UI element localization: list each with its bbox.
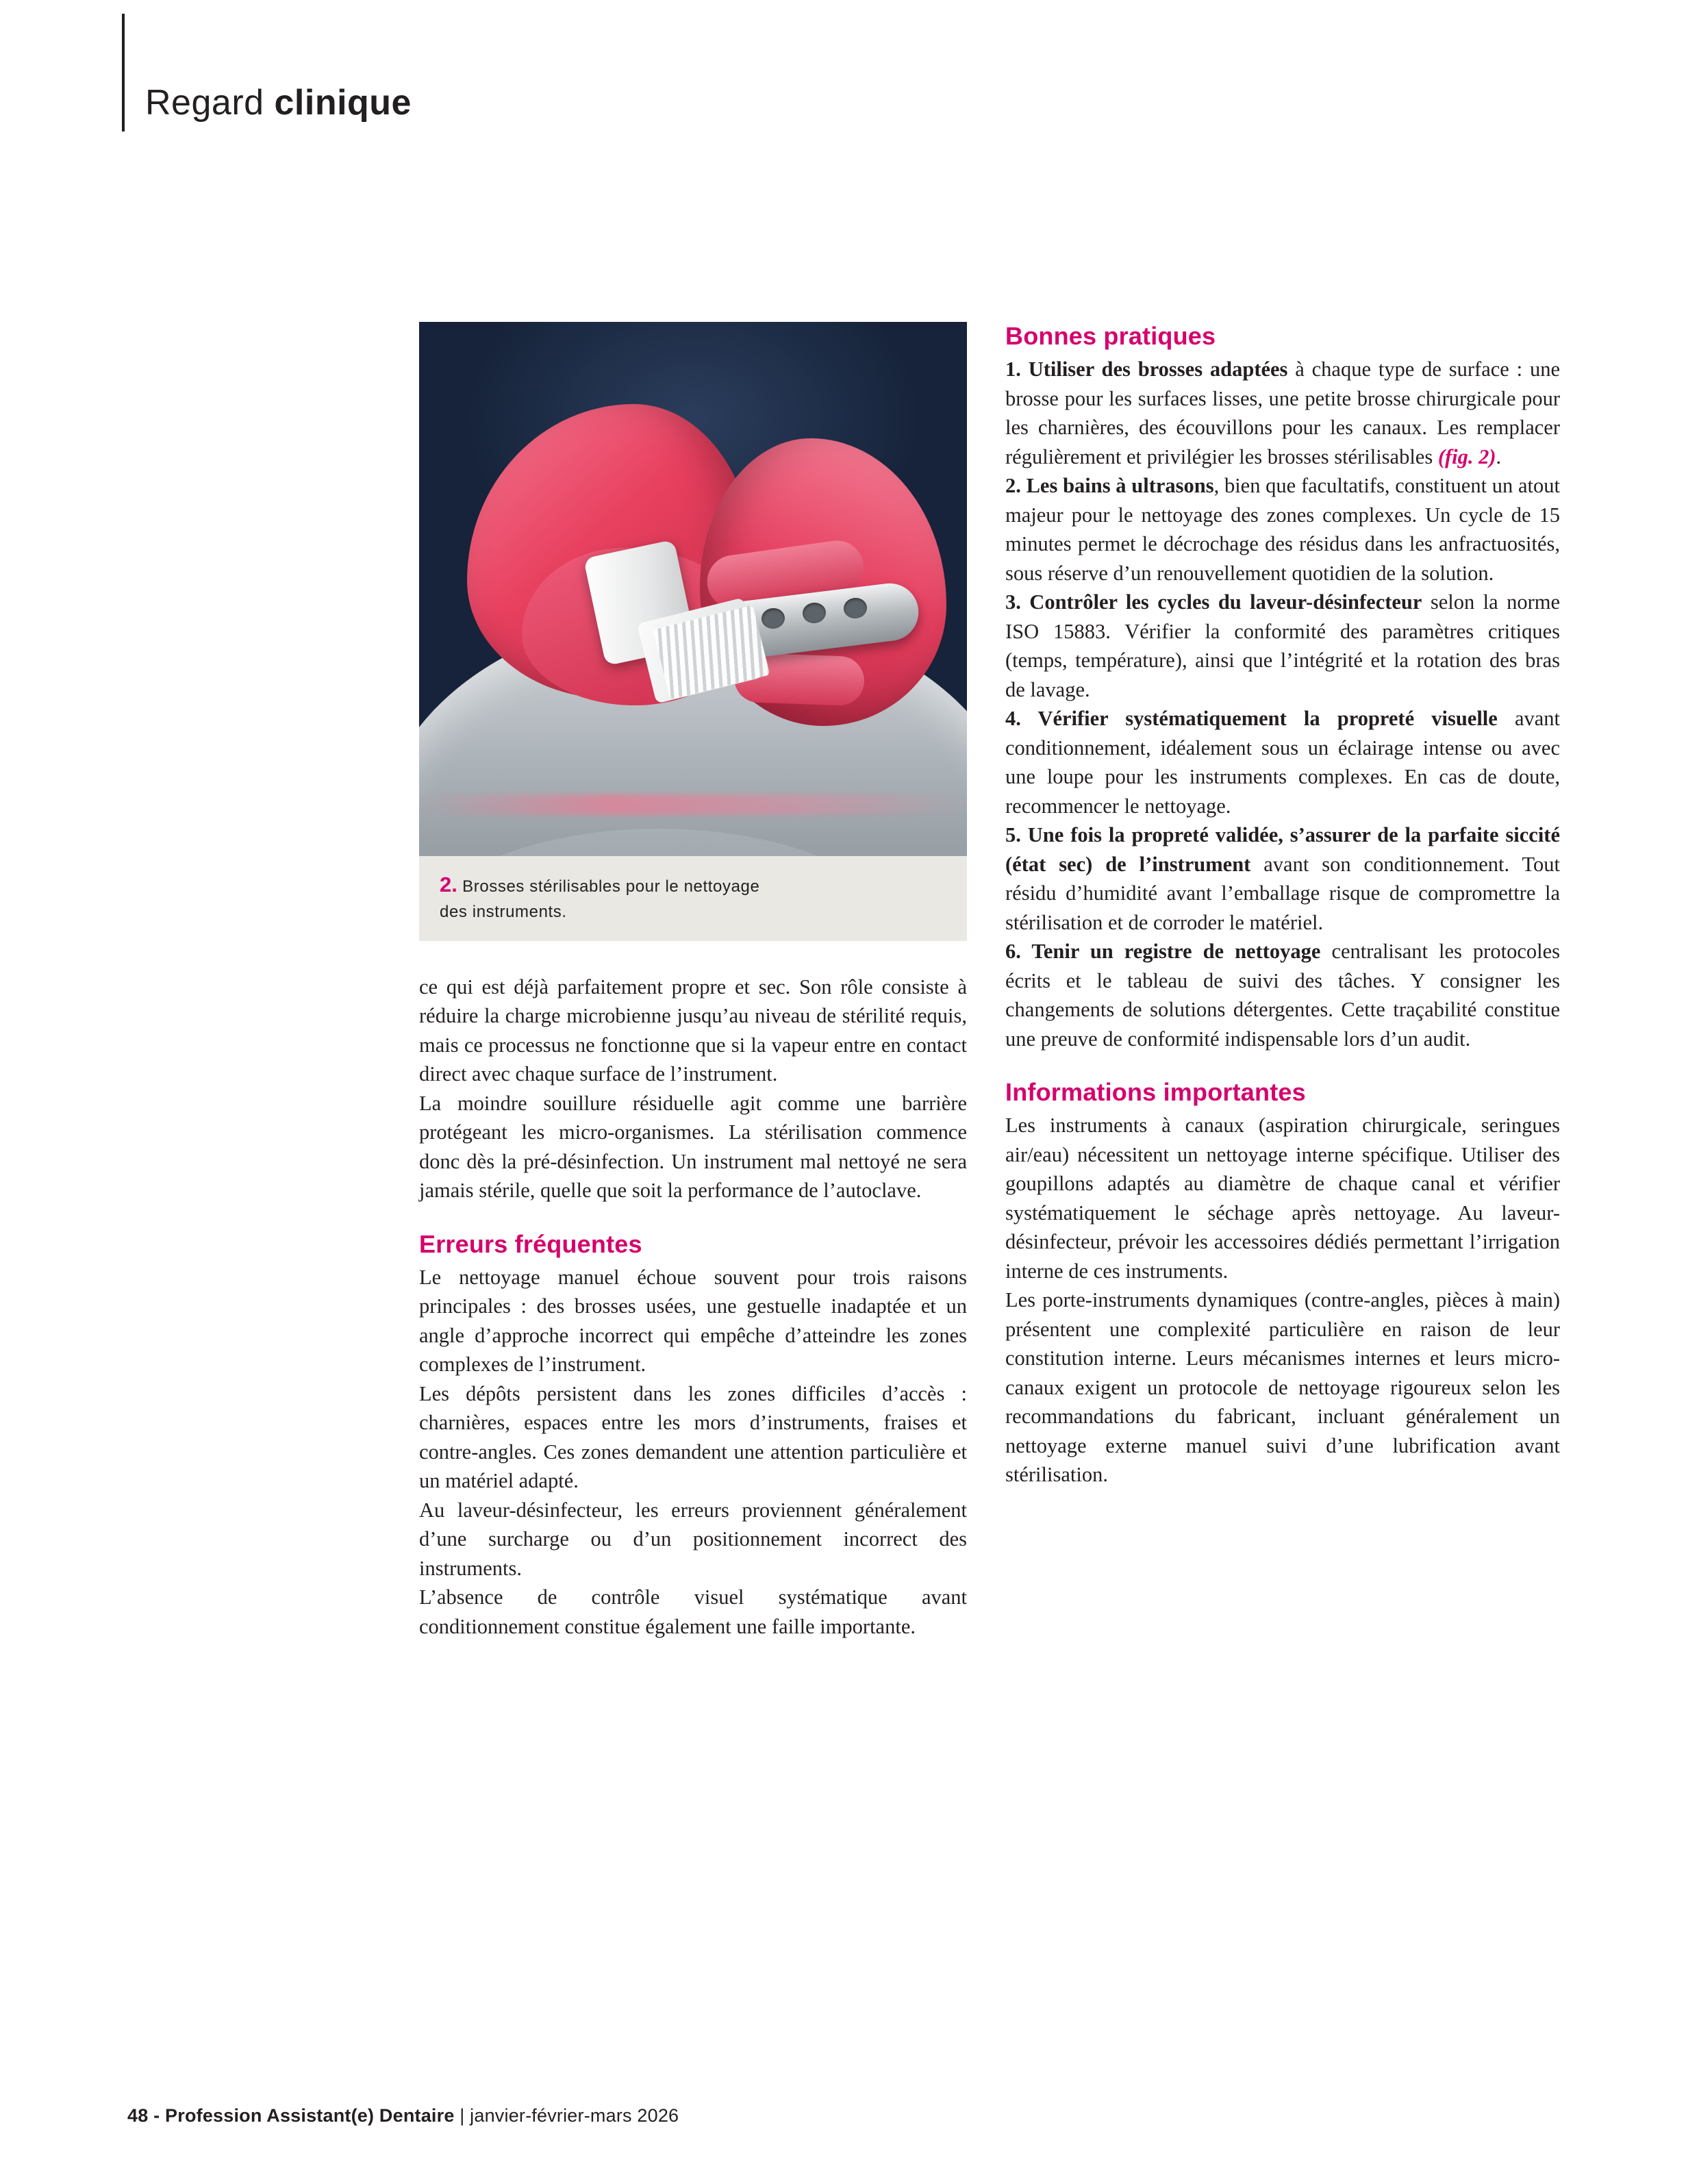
photo-sink-inner bbox=[419, 829, 912, 856]
bonnes-pratiques-list bbox=[1005, 355, 1560, 1053]
errors-paragraph-3: Au laveur-désinfecteur, les erreurs proviennent généralement d’une surcharge ou d’un positionnement incorrect des instruments. bbox=[419, 1498, 967, 1580]
practice-item-1 bbox=[1005, 355, 1560, 471]
page-title bbox=[145, 82, 412, 123]
spacer-before-errors bbox=[419, 1205, 967, 1230]
practice-item-4-lead: 4. Vérifier systématiquement la propreté visuelle bbox=[1005, 707, 1498, 730]
figure-2-photo bbox=[419, 322, 967, 856]
practice-item-1-text: à chaque type de surface : une brosse pour les surfaces lisses, une petite brosse chirurgicale pour les charnières, des écouvillons pour les canaux. Les remplacer régulièrement et privilégier les brosses stérilisables bbox=[1005, 357, 1560, 468]
figure-2-caption-line-2: des instruments. bbox=[440, 902, 567, 921]
spacer-after-figure bbox=[419, 941, 967, 972]
practice-item-4 bbox=[1005, 704, 1560, 820]
page-title-regular: Regard bbox=[145, 83, 275, 123]
figure-2-number: 2. bbox=[440, 873, 457, 896]
paragraph-intro: ce qui est déjà parfaitement propre et sec. Son rôle consiste à réduire la charge microbienne jusqu’au niveau de stérilité requis, mais ce processus ne fonctionne que si la vapeur entre en contact direct avec chaque surface de l’instrument. bbox=[419, 975, 967, 1086]
practice-item-6 bbox=[1005, 937, 1560, 1053]
errors-paragraph-2: Les dépôts persistent dans les zones difficiles d’accès : charnières, espaces entre les mors d’instruments, fraises et contre-angles. Ces zones demandent une attention particulière et un matériel adapté. bbox=[419, 1381, 967, 1493]
page-header bbox=[122, 14, 807, 137]
page-footer bbox=[127, 2105, 679, 2126]
practice-item-1-end: . bbox=[1496, 444, 1502, 468]
practice-item-5-text: avant son conditionnement. Tout résidu d’humidité avant l’emballage risque de compromettre la stérilisation et de corroder le matériel. bbox=[1005, 852, 1561, 934]
practice-item-3 bbox=[1005, 588, 1560, 704]
practice-item-6-lead: 6. Tenir un registre de nettoyage bbox=[1005, 940, 1321, 963]
heading-erreurs-frequentes: Erreurs fréquentes bbox=[419, 1229, 642, 1258]
practice-item-1-lead: 1. Utiliser des brosses adaptées bbox=[1005, 357, 1288, 381]
footer-page-and-publication: 48 - Profession Assistant(e) Dentaire bbox=[127, 2105, 455, 2126]
photo-light-glint bbox=[419, 794, 967, 815]
header-vertical-rule bbox=[122, 14, 125, 131]
practice-item-3-lead: 3. Contrôler les cycles du laveur-désinfecteur bbox=[1005, 590, 1422, 614]
figure-2 bbox=[419, 322, 967, 941]
practice-item-2-lead: 2. Les bains à ultrasons bbox=[1005, 474, 1214, 497]
errors-paragraph-1: Le nettoyage manuel échoue souvent pour trois raisons principales : des brosses usées, une gestuelle inadaptée et un angle d’approche incorrect qui empêche d’atteindre les zones complexes de l’instrument. bbox=[419, 1265, 967, 1377]
practice-item-3-text: selon la norme ISO 15883. Vérifier la conformité des paramètres critiques (temps, température), ainsi que l’intégrité et la rotation des bras de lavage. bbox=[1005, 590, 1561, 701]
practice-item-4-text: avant conditionnement, idéalement sous un éclairage intense ou avec une loupe pour les instruments complexes. En cas de doute, recommencer le nettoyage. bbox=[1005, 707, 1560, 818]
figure-2-caption bbox=[419, 856, 967, 941]
right-column bbox=[1005, 322, 1560, 1490]
errors-body bbox=[419, 1263, 967, 1642]
heading-bonnes-pratiques: Bonnes pratiques bbox=[1005, 322, 1216, 350]
practice-item-2-text: , bien que facultatifs, constituent un atout majeur pour le nettoyage des zones complexes. Un cycle de 15 minutes permet le décrochage des résidus dans les anfractuosités, sous réserve d’un renouvellement quotidien de la solution. bbox=[1005, 474, 1560, 585]
errors-paragraph-4: L’absence de contrôle visuel systématique avant conditionnement constitue également une faille importante. bbox=[419, 1585, 967, 1638]
practice-item-6-text: centralisant les protocoles écrits et le tableau de suivi des tâches. Y consigner les changements de solutions détergentes. Cette traçabilité constitue une preuve de conformité indispensable lors d’un audit. bbox=[1005, 940, 1560, 1051]
informations-body bbox=[1005, 1111, 1560, 1490]
practice-item-2 bbox=[1005, 471, 1560, 588]
practice-item-5-lead: 5. Une fois la propreté validée, s’assurer de la parfaite siccité (état sec) de l’instrument bbox=[1005, 823, 1560, 876]
info-paragraph-1: Les instruments à canaux (aspiration chirurgicale, seringues air/eau) nécessitent un nettoyage interne spécifique. Utiliser des goupillons adaptés au diamètre de chaque canal et vérifier systématiquement le séchage après nettoyage. Au laveur-désinfecteur, prévoir les accessoires dédiés permettant l’irrigation interne de ces instruments. bbox=[1005, 1114, 1560, 1283]
figure-2-caption-line-1: Brosses stérilisables pour le nettoyage bbox=[462, 877, 760, 896]
spacer-before-infos bbox=[1005, 1053, 1560, 1078]
footer-issue-date: janvier-février-mars 2026 bbox=[470, 2105, 679, 2126]
footer-separator: | bbox=[454, 2105, 470, 2126]
left-column bbox=[419, 322, 967, 1641]
heading-informations-importantes: Informations importantes bbox=[1005, 1078, 1306, 1106]
paragraph-residual-soil: La moindre souillure résiduelle agit comme une barrière protégeant les micro-organismes. La stérilisation commence donc dès la pré-désinfection. Un instrument mal nettoyé ne sera jamais stérile, quelle que soit la performance de l’autoclave. bbox=[419, 1091, 967, 1203]
practice-item-1-figref: (fig. 2) bbox=[1437, 444, 1496, 468]
page-title-bold: clinique bbox=[274, 83, 412, 123]
info-paragraph-2: Les porte-instruments dynamiques (contre-angles, pièces à main) présentent une complexité particulière en raison de leur constitution interne. Leurs mécanismes internes et leurs micro-canaux exigent un protocole de nettoyage rigoureux selon les recommandations du fabricant, incluant généralement un nettoyage externe manuel suivi d’une lubrification avant stérilisation. bbox=[1005, 1288, 1560, 1486]
practice-item-5 bbox=[1005, 820, 1560, 937]
left-column-body bbox=[419, 972, 967, 1205]
